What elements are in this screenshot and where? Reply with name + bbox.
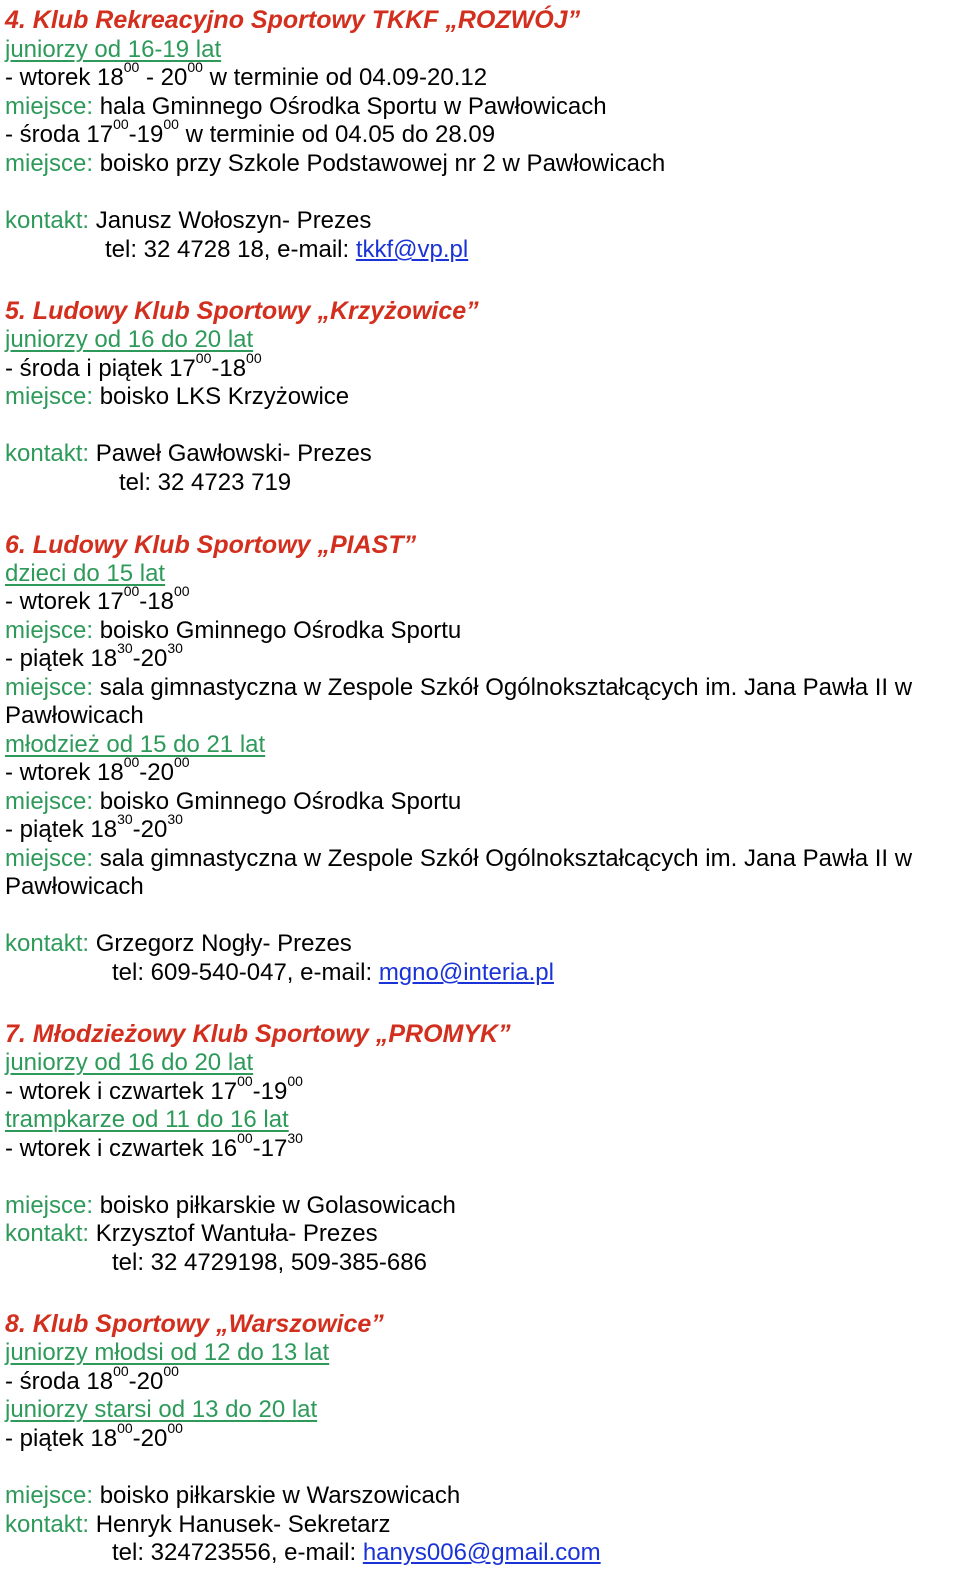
schedule-line: - wtorek i czwartek $17^{00}-19^{00}$ [5, 1073, 303, 1105]
tel-line: tel: 32 4729198, 509-385-686 [112, 1249, 427, 1276]
club-heading: 8. Klub Sportowy „Warszowice” [5, 1310, 384, 1338]
place-line: miejsce: boisko Gminnego Ośrodka Sportu [5, 617, 462, 644]
contact-line: kontakt: Krzysztof Wantuła- Prezes [5, 1220, 378, 1247]
schedule-line: - wtorek $18^{00}-20^{00}$ [5, 754, 190, 786]
place-line: miejsce: boisko piłkarskie w Golasowicach [5, 1192, 456, 1219]
place-line: miejsce: hala Gminnego Ośrodka Sportu w Pawłowicach [5, 93, 607, 120]
schedule-line: - piątek $18^{30}-20^{30}$ [5, 811, 183, 843]
tel-line: tel: 609-540-047, e-mail: mgno@interia.pl [112, 959, 554, 986]
schedule-line: - wtorek $17^{00}-18^{00}$ [5, 583, 190, 615]
schedule-line: - środa $18^{00}-20^{00}$ [5, 1363, 179, 1395]
place-line: miejsce: sala gimnastyczna w Zespole Szkół Ogólnokształcących im. Jana Pawła II w [5, 674, 913, 701]
age-group-label: trampkarze od 11 do 16 lat [5, 1106, 289, 1133]
tel-line: tel: 32 4723 719 [119, 469, 292, 496]
email-link[interactable]: mgno@interia.pl [378, 959, 554, 986]
place-line: miejsce: boisko piłkarskie w Warszowicach [5, 1482, 461, 1509]
age-group-label: juniorzy starsi od 13 do 20 lat [5, 1396, 318, 1423]
email-link[interactable]: hanys006@gmail.com [362, 1539, 601, 1566]
schedule-line: - środa $17^{00}-19^{00}$ w terminie od 04.05 do 28.09 [5, 116, 496, 148]
age-group-label: juniorzy od 16 do 20 lat [5, 1049, 254, 1076]
schedule-line: - wtorek $18^{00} - 20^{00}$ w terminie od 04.09-20.12 [5, 59, 488, 91]
place-line: miejsce: sala gimnastyczna w Zespole Szkół Ogólnokształcących im. Jana Pawła II w [5, 845, 913, 872]
club-heading: 7. Młodzieżowy Klub Sportowy „PROMYK” [5, 1020, 511, 1048]
place-line-cont: Pawłowicach [5, 702, 144, 729]
place-line-cont: Pawłowicach [5, 873, 144, 900]
tel-line: tel: 324723556, e-mail: hanys006@gmail.com [112, 1539, 601, 1566]
club-heading: 5. Ludowy Klub Sportowy „Krzyżowice” [5, 297, 479, 325]
schedule-line: - środa i piątek $17^{00}-18^{00}$ [5, 350, 262, 382]
age-group-label: juniorzy od 16 do 20 lat [5, 326, 254, 353]
schedule-line: - piątek $18^{30}-20^{30}$ [5, 640, 183, 672]
age-group-label: juniorzy młodsi od 12 do 13 lat [5, 1339, 330, 1366]
club-heading: 6. Ludowy Klub Sportowy „PIAST” [5, 531, 417, 559]
age-group-label: młodzież od 15 do 21 lat [5, 731, 266, 758]
contact-line: kontakt: Grzegorz Nogły- Prezes [5, 930, 352, 957]
schedule-line: - wtorek i czwartek $16^{00}-17^{30}$ [5, 1130, 303, 1162]
age-group-label: dzieci do 15 lat [5, 560, 166, 587]
place-line: miejsce: boisko Gminnego Ośrodka Sportu [5, 788, 462, 815]
place-line: miejsce: boisko LKS Krzyżowice [5, 383, 350, 410]
contact-line: kontakt: Henryk Hanusek- Sekretarz [5, 1511, 391, 1538]
contact-line: kontakt: Paweł Gawłowski- Prezes [5, 440, 372, 467]
email-link[interactable]: tkkf@vp.pl [355, 236, 469, 263]
contact-line: kontakt: Janusz Wołoszyn- Prezes [5, 207, 372, 234]
schedule-line: - piątek $18^{00}-20^{00}$ [5, 1420, 183, 1452]
tel-line: tel: 32 4728 18, e-mail: tkkf@vp.pl [105, 236, 469, 263]
club-heading: 4. Klub Rekreacyjno Sportowy TKKF „ROZWÓJ” [5, 6, 581, 34]
place-line: miejsce: boisko przy Szkole Podstawowej nr 2 w Pawłowicach [5, 150, 666, 177]
age-group-label: juniorzy od 16-19 lat [5, 36, 222, 63]
